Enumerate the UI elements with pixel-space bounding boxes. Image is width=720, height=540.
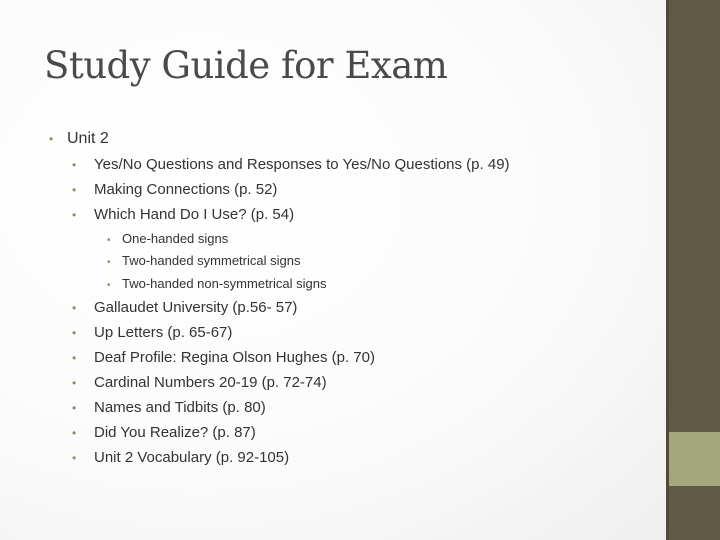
sub-item-making-connections bbox=[72, 181, 277, 198]
bullet-text: Up Letters (p. 65-67) bbox=[94, 324, 233, 341]
sub-item-which-hand bbox=[72, 206, 294, 223]
sub-item-yes-no-questions bbox=[72, 156, 510, 173]
bullet-icon: • bbox=[72, 426, 77, 440]
bullet-icon: • bbox=[72, 451, 77, 465]
bullet-text: Unit 2 Vocabulary (p. 92-105) bbox=[94, 449, 290, 466]
sub-item-gallaudet bbox=[72, 299, 297, 316]
bullet-text: Two-handed symmetrical signs bbox=[122, 253, 301, 268]
bullet-text: One-handed signs bbox=[122, 231, 229, 246]
sub-item-cardinal-numbers bbox=[72, 374, 327, 391]
sub-item-names-tidbits bbox=[72, 399, 266, 416]
bullet-icon: • bbox=[49, 132, 54, 146]
bullet-icon: • bbox=[72, 208, 77, 222]
bullet-text: Names and Tidbits (p. 80) bbox=[94, 399, 266, 416]
bullet-icon: • bbox=[107, 280, 111, 291]
bullet-text: Did You Realize? (p. 87) bbox=[94, 424, 256, 441]
bullet-text: Yes/No Questions and Responses to Yes/No Questions (p. 49) bbox=[94, 156, 510, 173]
sub-item-up-letters bbox=[72, 324, 232, 341]
bullet-icon: • bbox=[72, 301, 77, 315]
bullet-text: Which Hand Do I Use? (p. 54) bbox=[94, 206, 295, 223]
bullet-text: Unit 2 bbox=[67, 130, 109, 147]
bullet-icon: • bbox=[72, 183, 77, 197]
sidebar-accent-block bbox=[669, 432, 720, 486]
bullet-icon: • bbox=[72, 158, 77, 172]
sub-item-deaf-profile bbox=[72, 349, 375, 366]
bullet-icon: • bbox=[107, 257, 111, 268]
bullet-icon: • bbox=[72, 326, 77, 340]
sub-item-did-you-realize bbox=[72, 424, 256, 441]
bullet-text: Deaf Profile: Regina Olson Hughes (p. 70) bbox=[94, 349, 375, 366]
bullet-item-unit bbox=[49, 130, 109, 148]
bullet-text: Two-handed non-symmetrical signs bbox=[122, 276, 327, 291]
sub-sub-item-two-handed-symmetrical bbox=[107, 253, 300, 268]
sub-sub-item-one-handed bbox=[107, 231, 228, 246]
bullet-text: Cardinal Numbers 20-19 (p. 72-74) bbox=[94, 374, 327, 391]
sub-item-unit-vocabulary bbox=[72, 449, 289, 466]
bullet-icon: • bbox=[107, 235, 111, 246]
bullet-text: Making Connections (p. 52) bbox=[94, 181, 278, 198]
slide-title: Study Guide for Exam bbox=[44, 44, 448, 87]
bullet-icon: • bbox=[72, 351, 77, 365]
bullet-text: Gallaudet University (p.56- 57) bbox=[94, 299, 298, 316]
bullet-icon: • bbox=[72, 401, 77, 415]
bullet-icon: • bbox=[72, 376, 77, 390]
sub-sub-item-two-handed-non-symmetrical bbox=[107, 276, 326, 291]
